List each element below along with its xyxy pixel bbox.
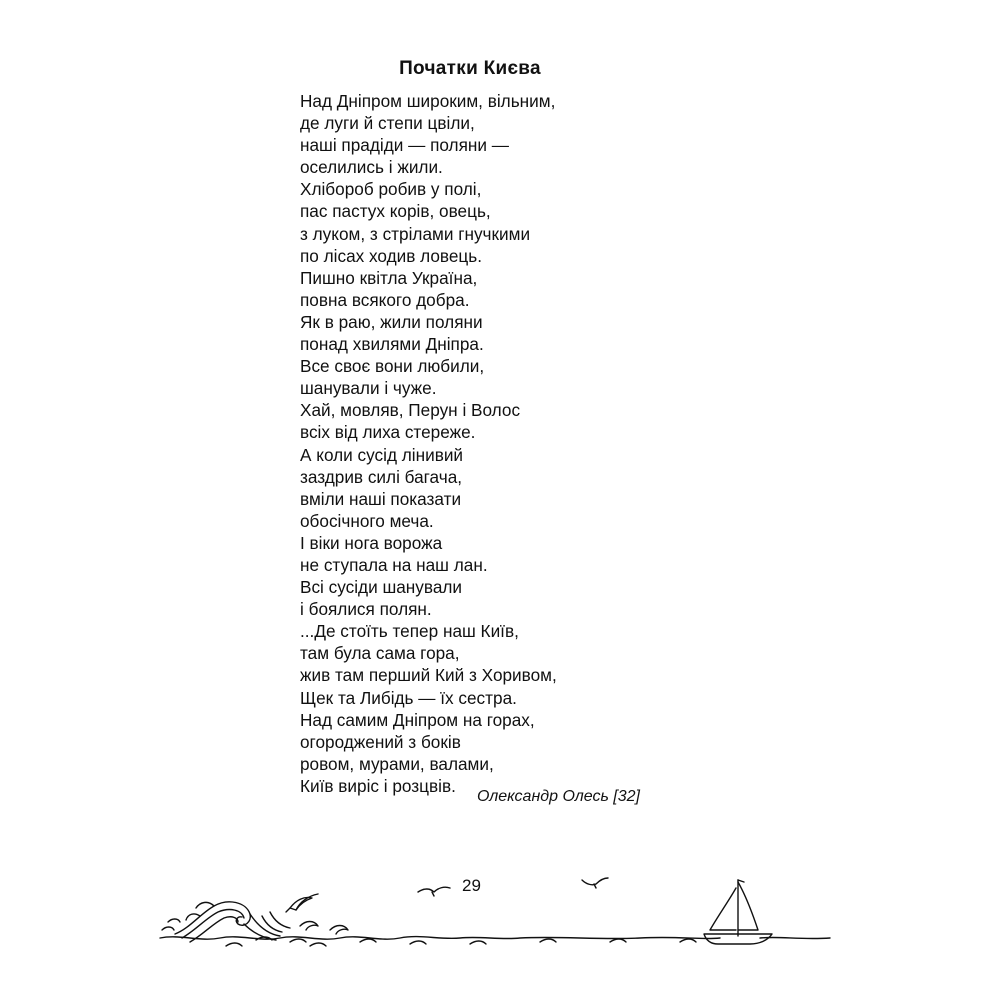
poem-line: заздрив силі багача, [300,466,463,487]
poem-line: оселились і жили. [300,157,443,178]
poem-line: жив там перший Кий з Хоривом, [300,665,557,686]
poem-line: огороджений з боків [300,731,461,752]
poem-line: Все своє вони любили, [300,356,485,377]
poem-line: Хлібороб робив у полі, [300,179,482,200]
poem-line: з луком, з стрілами гнучкими [300,223,531,244]
poem-line: ...Де стоїть тепер наш Київ, [300,621,519,642]
poem-line: І віки нога ворожа [300,532,443,553]
waves-icon [160,902,830,946]
poem-line: Хай, мовляв, Перун і Волос [300,400,521,421]
poem-line: обосічного меча. [300,510,434,531]
poem-line: і боялися полян. [300,599,432,620]
sailboat-icon [704,880,772,944]
poem-line: А коли сусід лінивий [300,444,464,465]
poem-line: пас пастух корів, овець, [300,201,491,222]
poem-line: Пишно квітла Україна, [300,267,478,288]
poem-line: шанували і чуже. [300,378,437,399]
poem-line: всіх від лиха стереже. [300,422,476,443]
poem-line: наші прадіди — поляни — [300,135,509,156]
poem-title: Початки Києва [399,58,541,79]
poem-line: Щек та Либідь — їх сестра. [300,687,517,708]
poem-line: там була сама гора, [300,643,460,664]
poem-line: Над Дніпром широким, вільним, [300,91,556,111]
poem-author: Олександр Олесь [32] [476,788,640,805]
poem-line: повна всякого добра. [300,289,470,310]
seagull-icon [286,878,608,912]
poem-line: ровом, мурами, валами, [300,753,494,774]
page-number: 29 [462,876,481,895]
poem-line: не ступала на наш лан. [300,554,488,575]
poem-line: вміли наші показати [300,488,462,509]
poem-line: Як в раю, жили поляни [300,311,483,332]
poem-line: Київ виріс і розцвів. [300,775,456,796]
poem-line: понад хвилями Дніпра. [300,334,484,355]
poem-body [300,90,557,797]
poem-line: де луги й степи цвіли, [300,113,475,134]
poem-line: Всі сусіди шанували [300,577,463,598]
footer-decoration [0,850,1000,970]
poem-line: Над самим Дніпром на горах, [300,709,535,730]
poem-line: по лісах ходив ловець. [300,245,482,266]
